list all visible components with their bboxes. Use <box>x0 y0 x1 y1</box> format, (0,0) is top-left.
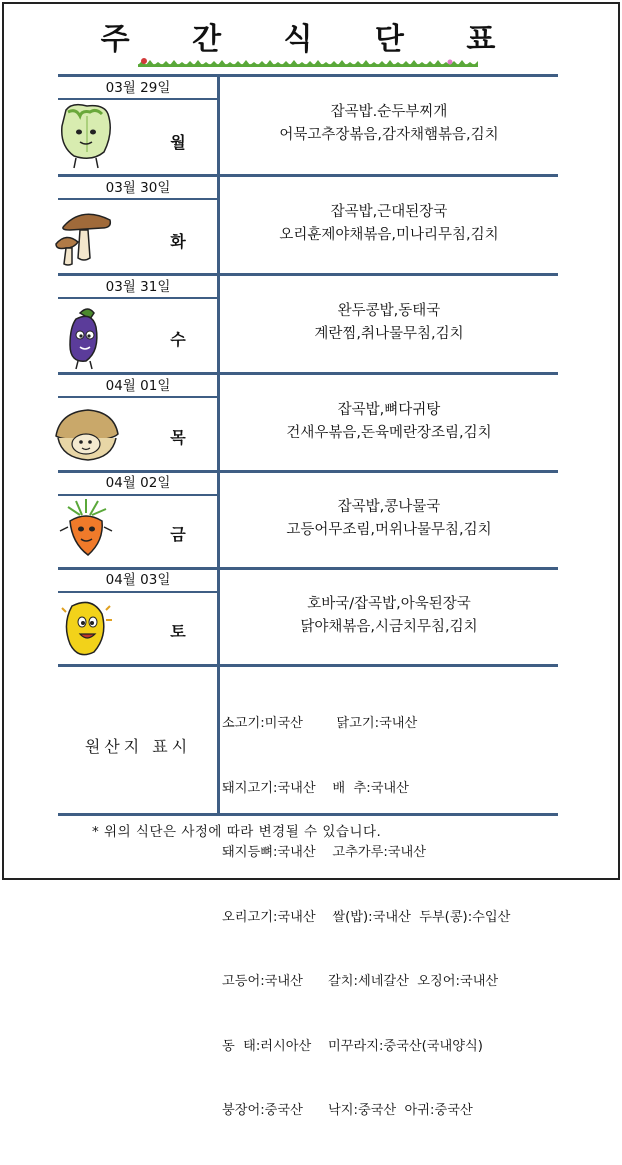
origin-line: 돼지등뼈:국내산 고추가루:국내산 <box>222 845 427 860</box>
origin-line: 돼지고기:국내산 배 추:국내산 <box>222 780 409 796</box>
origin-line: 고등어:국내산 갈치:세네갈산 오징어:국내산 <box>222 974 499 989</box>
day-of-week: 토 <box>170 622 186 641</box>
menu-line: 잡곡밥,뼈다귀탕 <box>337 402 441 418</box>
menu-line: 오리훈제야채볶음,미나리무침,김치 <box>279 227 499 243</box>
menu-line: 완두콩밥,동태국 <box>337 303 441 319</box>
menu-cell <box>220 76 558 172</box>
origin-line: 소고기:미국산 닭고기:국내산 <box>222 716 418 731</box>
menu-line: 어묵고추장볶음,감자채햄볶음,김치 <box>279 127 499 143</box>
mushroom-icon <box>52 202 122 272</box>
menu-cell <box>220 275 558 371</box>
day-of-week: 월 <box>170 133 186 152</box>
day-of-week: 목 <box>170 428 186 447</box>
day-date: 03월 31일 <box>105 279 171 295</box>
carrot-icon <box>52 497 122 567</box>
eggplant-icon <box>52 301 122 371</box>
origin-line: 동 태:러시아산 미꾸라지:중국산(국내양식) <box>222 1038 483 1054</box>
origin-list <box>222 670 558 1165</box>
menu-cell <box>220 471 558 567</box>
row-rule <box>58 664 558 667</box>
origin-line: 붕장어:중국산 낙지:중국산 아귀:중국산 <box>222 1103 473 1118</box>
menu-line: 계란찜,취나물무침,김치 <box>314 326 464 342</box>
potato-icon <box>52 594 122 664</box>
origin-label: 원산지 표시 <box>84 736 192 756</box>
day-date: 04월 01일 <box>105 378 171 394</box>
menu-cell <box>220 568 558 664</box>
menu-cell <box>220 176 558 272</box>
day-date: 03월 30일 <box>105 180 171 196</box>
menu-line: 잡곡밥,근대된장국 <box>330 204 448 220</box>
menu-line: 호바국/잡곡밥,아욱된장국 <box>307 596 471 612</box>
menu-line: 잡곡밥.순두부찌개 <box>330 104 448 120</box>
day-date: 04월 03일 <box>105 572 171 588</box>
cabbage-icon <box>52 102 122 172</box>
footnote: * 위의 식단은 사정에 따라 변경될 수 있습니다. <box>92 824 382 840</box>
origin-line: 오리고기:국내산 쌀(밥):국내산 두부(콩):수입산 <box>222 909 511 925</box>
menu-line: 고등어무조림,머위나물무침,김치 <box>286 522 492 538</box>
menu-line: 닭야채볶음,시금치무침,김치 <box>300 619 478 635</box>
day-date: 03월 29일 <box>105 80 171 96</box>
day-of-week: 금 <box>170 525 186 544</box>
menu-cell <box>220 374 558 470</box>
menu-line: 잡곡밥,콩나물국 <box>337 499 441 515</box>
menu-line: 건새우볶음,돈육메란장조림,김치 <box>286 425 492 441</box>
day-date: 04월 02일 <box>105 475 171 491</box>
day-of-week: 화 <box>170 232 186 251</box>
grass-decoration <box>138 58 478 68</box>
day-of-week: 수 <box>170 330 186 349</box>
shellfish-icon <box>52 400 122 470</box>
page-title: 주 간 식 단 표 <box>100 22 522 57</box>
